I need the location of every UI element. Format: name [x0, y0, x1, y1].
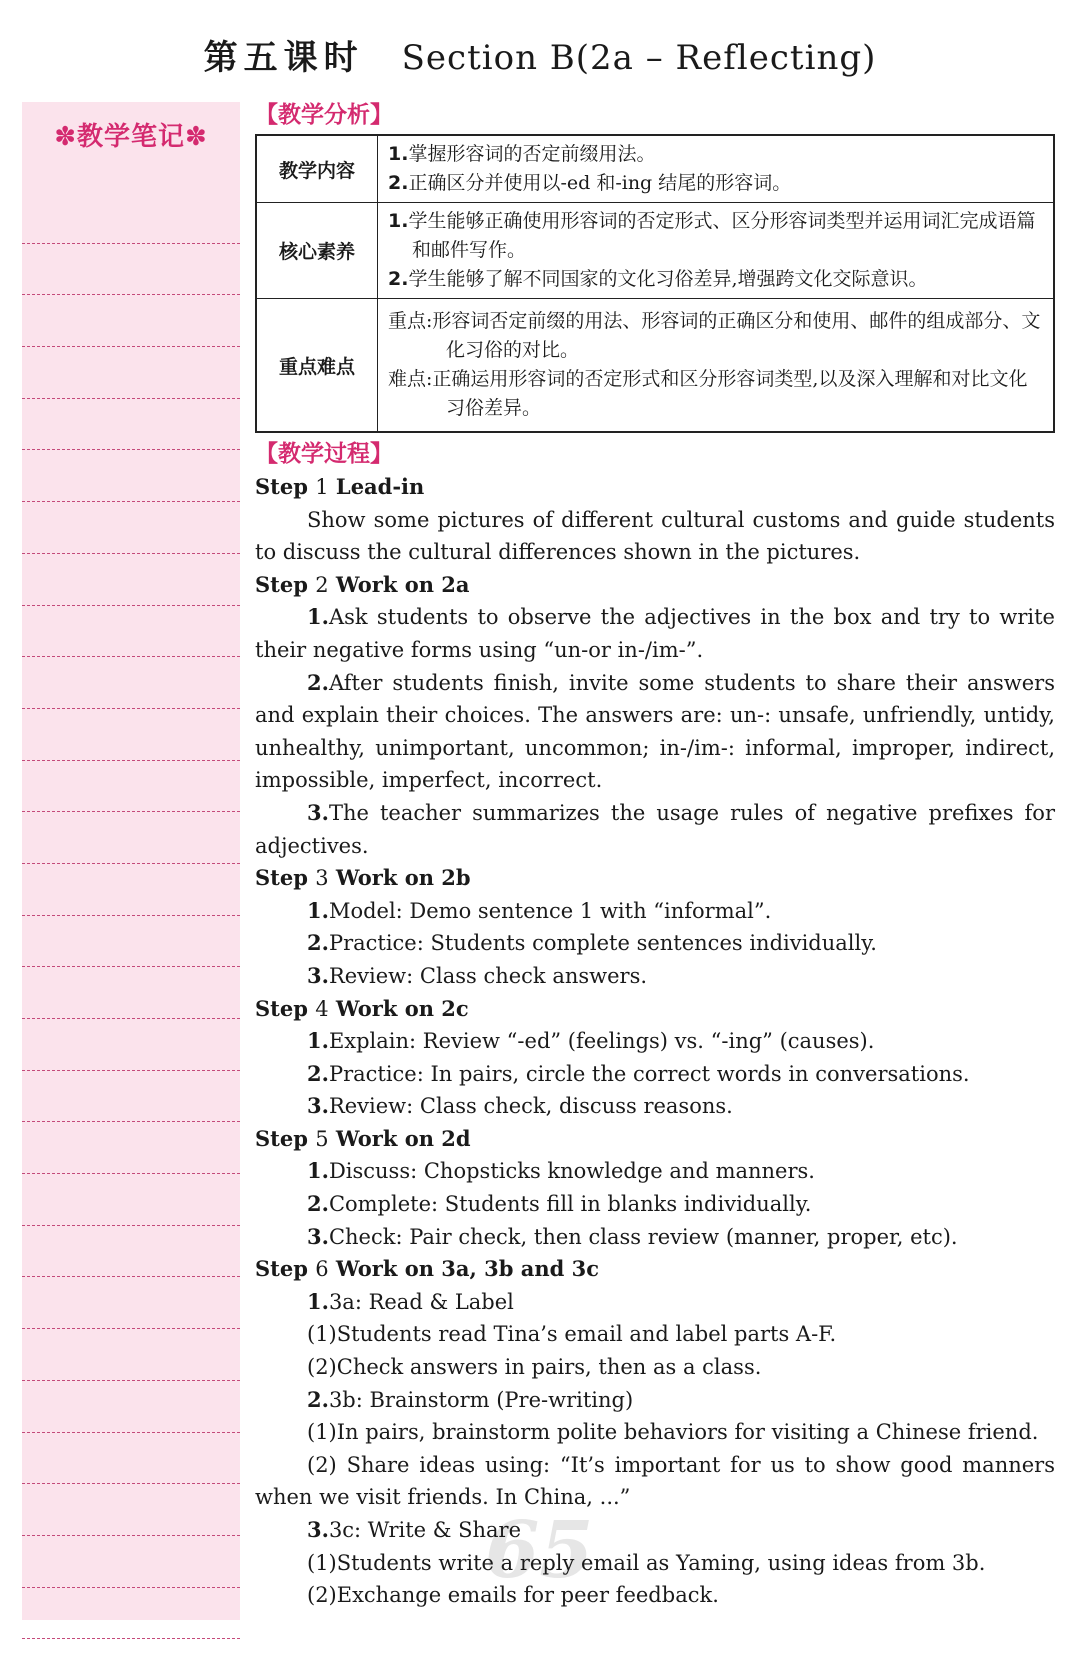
list-item: (1)Students read Tina’s email and label parts A-F.: [307, 1322, 837, 1347]
table-row: [256, 203, 1054, 299]
teaching-process: [255, 471, 1055, 1612]
analysis-table: [255, 134, 1055, 433]
step-text: 1.Ask students to observe the adjectives in the box and try to write their negative forms using “un-or in-/im-”.: [255, 604, 1055, 662]
sidebar-title: ✽教学笔记✽: [54, 122, 208, 152]
row-label: 重点难点: [256, 299, 378, 433]
step-text: Show some pictures of different cultural customs and guide students to discuss the cultural differences shown in the pictures.: [255, 507, 1055, 565]
list-item: (1)In pairs, brainstorm polite behaviors for visiting a Chinese friend.: [307, 1420, 1039, 1445]
list-item: 3.Check: Pair check, then class review (manner, proper, etc).: [307, 1223, 958, 1249]
step-heading: Step 6 Work on 3a, 3b and 3c: [255, 1256, 600, 1282]
list-item: 1.Explain: Review “-ed” (feelings) vs. “-ing” (causes).: [307, 1028, 875, 1054]
row-label: 核心素养: [256, 203, 378, 299]
step-heading: Step 3 Work on 2b: [255, 865, 471, 891]
list-item: 3.3c: Write & Share: [307, 1517, 522, 1542]
list-item: 3.Review: Class check answers.: [307, 962, 648, 988]
step-text: 3.The teacher summarizes the usage rules of negative prefixes for adjectives.: [255, 799, 1055, 858]
list-item: 1.Model: Demo sentence 1 with “informal”.: [307, 897, 772, 923]
table-row: [256, 135, 1054, 203]
lesson-label: 第五课时: [203, 38, 364, 78]
note-lines: [22, 192, 240, 1639]
list-item: (2)Exchange emails for peer feedback.: [307, 1583, 719, 1608]
step-heading: Step 1 Lead-in: [255, 474, 425, 499]
page-number: 65: [485, 1505, 594, 1596]
list-item: (2) Share ideas using: “It’s important for us to show good manners when we visit friends. In China, ...”: [255, 1452, 1055, 1510]
step-heading: Step 4 Work on 2c: [255, 995, 469, 1021]
list-item: (1)Students write a reply email as Yaming, using ideas from 3b.: [307, 1550, 986, 1575]
row-content: 重点:形容词否定前缀的用法、形容词的正确区分和使用、邮件的组成部分、文化习俗的对比。 难点:正确运用形容词的否定形式和区分形容词类型,以及深入理解和对比文化习俗差异。: [378, 299, 1055, 433]
row-label: 教学内容: [256, 135, 378, 203]
analysis-heading: 【教学分析】: [255, 102, 393, 128]
table-row: [256, 299, 1054, 433]
process-heading: 【教学过程】: [255, 441, 393, 467]
list-item: 2.3b: Brainstorm (Pre-writing): [307, 1386, 634, 1412]
list-item: 2.Practice: In pairs, circle the correct words in conversations.: [307, 1060, 970, 1086]
list-item: (2)Check answers in pairs, then as a class.: [307, 1355, 762, 1380]
step-heading: Step 2 Work on 2a: [255, 571, 470, 597]
notes-sidebar: [22, 102, 240, 1620]
list-item: 1.Discuss: Chopsticks knowledge and manners.: [307, 1158, 815, 1184]
list-item: 2.Complete: Students fill in blanks individually.: [307, 1191, 812, 1217]
list-item: 3.Review: Class check, discuss reasons.: [307, 1093, 733, 1119]
section-label: Section B(2a – Reflecting): [401, 38, 877, 78]
list-item: 1.3a: Read & Label: [307, 1288, 514, 1314]
page-title: [0, 30, 1080, 79]
step-heading: Step 5 Work on 2d: [255, 1125, 471, 1151]
row-content: 1.掌握形容词的否定前缀用法。 2.正确区分并使用以-ed 和-ing 结尾的形容词。: [378, 135, 1055, 203]
main-content: [255, 98, 1055, 1612]
row-content: 1.学生能够正确使用形容词的否定形式、区分形容词类型并运用词汇完成语篇和邮件写作。 2.学生能够了解不同国家的文化习俗差异,增强跨文化交际意识。: [378, 203, 1055, 299]
step-text: 2.After students finish, invite some students to share their answers and explain their choices. The answers are: un-: unsafe, unfriendly, untidy, unhealthy, unimportant, uncommon; in-/im-: informal, improper, indirect, impossible, imperfect, incorrect.: [255, 669, 1055, 793]
list-item: 2.Practice: Students complete sentences individually.: [307, 930, 877, 956]
